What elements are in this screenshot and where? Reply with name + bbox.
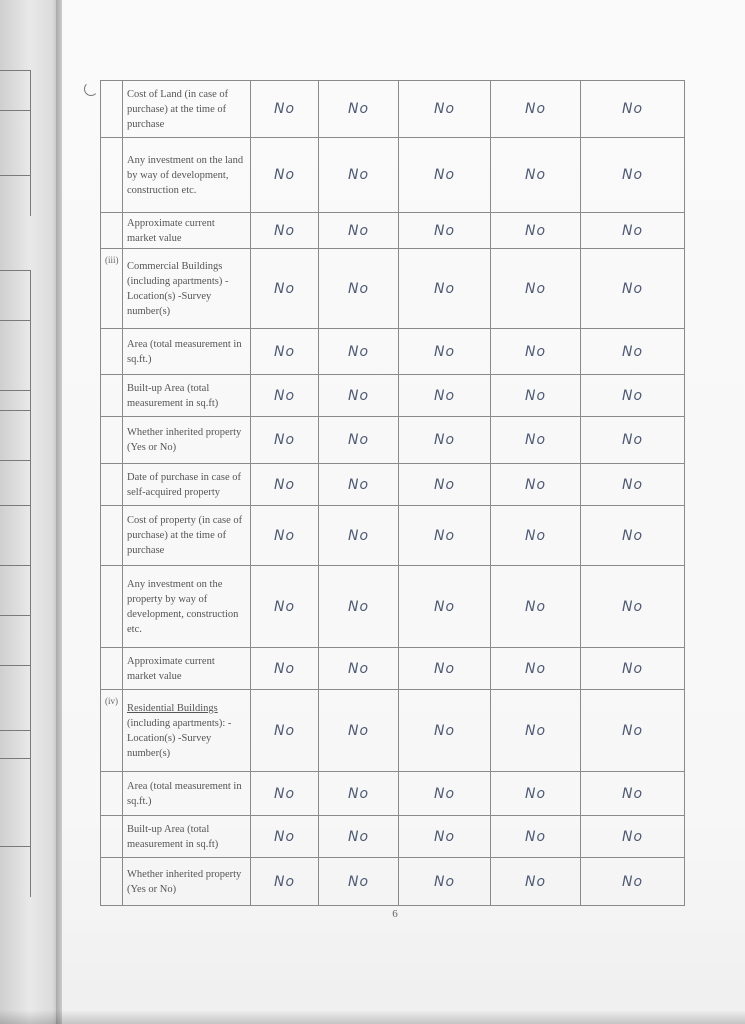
handwritten-answer: No: [319, 648, 399, 690]
row-label: [123, 464, 251, 506]
handwritten-answer: No: [399, 506, 491, 566]
strip-cell: [0, 565, 31, 616]
handwritten-answer: No: [399, 648, 491, 690]
section-number: [101, 417, 123, 464]
handwritten-answer: No: [491, 858, 581, 906]
scan-bottom-shadow: [0, 1010, 745, 1024]
handwritten-answer: No: [581, 858, 685, 906]
handwritten-answer: No: [581, 213, 685, 249]
handwritten-answer: No: [399, 566, 491, 648]
handwritten-answer: No: [581, 329, 685, 375]
row-label: [123, 816, 251, 858]
row-label-text: (including apartments): -Location(s) -Survey number(s): [127, 717, 232, 759]
row-label-text: Any investment on the land by way of development, construction etc.: [127, 154, 244, 196]
row-label: [123, 329, 251, 375]
handwritten-answer: No: [581, 417, 685, 464]
handwritten-answer: No: [319, 81, 399, 138]
row-label-text: Area (total measurement in sq.ft.): [127, 338, 242, 365]
table-row: [101, 690, 685, 772]
handwritten-answer: No: [319, 506, 399, 566]
section-number: [101, 816, 123, 858]
section-number: [101, 772, 123, 816]
handwritten-answer: No: [491, 816, 581, 858]
row-label: [123, 506, 251, 566]
handwritten-answer: No: [491, 566, 581, 648]
handwritten-answer: No: [399, 417, 491, 464]
section-number: [101, 375, 123, 417]
handwritten-answer: No: [251, 375, 319, 417]
asset-declaration-table: [100, 80, 685, 906]
handwritten-answer: No: [491, 375, 581, 417]
handwritten-answer: No: [491, 417, 581, 464]
strip-cell: [0, 110, 31, 176]
row-label-text: Cost of Land (in case of purchase) at the time of purchase: [127, 88, 229, 130]
handwritten-answer: No: [251, 566, 319, 648]
previous-page-strip: [0, 70, 30, 900]
handwritten-answer: No: [319, 816, 399, 858]
strip-cell: [0, 846, 31, 897]
section-number: [101, 858, 123, 906]
handwritten-answer: No: [319, 690, 399, 772]
handwritten-answer: No: [251, 417, 319, 464]
handwritten-answer: No: [251, 249, 319, 329]
row-label-text: Commercial Buildings (including apartments) -Location(s) -Survey number(s): [127, 260, 229, 317]
table-row: [101, 464, 685, 506]
handwritten-answer: No: [581, 138, 685, 213]
row-label-text: Built-up Area (total measurement in sq.ft): [127, 823, 219, 850]
strip-cell: [0, 320, 31, 391]
section-number: (iii): [101, 249, 123, 329]
handwritten-answer: No: [319, 417, 399, 464]
handwritten-answer: No: [399, 464, 491, 506]
strip-cell: [0, 730, 31, 759]
section-heading: Residential Buildings: [127, 702, 218, 714]
handwritten-answer: No: [251, 690, 319, 772]
strip-cell: [0, 390, 31, 411]
row-label-text: Approximate current market value: [127, 655, 215, 682]
row-label: [123, 772, 251, 816]
table-row: [101, 249, 685, 329]
handwritten-answer: No: [581, 772, 685, 816]
handwritten-answer: No: [399, 138, 491, 213]
row-label-text: Area (total measurement in sq.ft.): [127, 780, 242, 807]
section-number: [101, 648, 123, 690]
handwritten-answer: No: [581, 690, 685, 772]
row-label: [123, 858, 251, 906]
handwritten-answer: No: [399, 375, 491, 417]
strip-cell: [0, 270, 31, 321]
handwritten-answer: No: [399, 81, 491, 138]
row-label: [123, 648, 251, 690]
strip-cell: [0, 175, 31, 216]
table-row: [101, 816, 685, 858]
strip-cell: [0, 70, 31, 111]
handwritten-answer: No: [399, 690, 491, 772]
handwritten-answer: No: [319, 772, 399, 816]
row-label-text: Cost of property (in case of purchase) at the time of purchase: [127, 515, 243, 556]
strip-cell: [0, 410, 31, 461]
handwritten-answer: No: [399, 213, 491, 249]
handwritten-answer: No: [399, 858, 491, 906]
strip-cell: [0, 758, 31, 847]
section-number: [101, 138, 123, 213]
section-number: [101, 329, 123, 375]
row-label-text: Any investment on the property by way of development, construction etc.: [127, 578, 239, 635]
handwritten-answer: No: [581, 816, 685, 858]
handwritten-answer: No: [491, 506, 581, 566]
handwritten-answer: No: [399, 772, 491, 816]
strip-cell: [0, 615, 31, 666]
row-label: [123, 138, 251, 213]
handwritten-answer: No: [251, 858, 319, 906]
handwritten-answer: No: [491, 138, 581, 213]
handwritten-answer: No: [319, 566, 399, 648]
strip-cell: [0, 665, 31, 731]
handwritten-answer: No: [491, 648, 581, 690]
handwritten-answer: No: [581, 648, 685, 690]
row-label: [123, 566, 251, 648]
handwritten-answer: No: [491, 81, 581, 138]
handwritten-answer: No: [251, 81, 319, 138]
table-row: [101, 375, 685, 417]
handwritten-answer: No: [491, 690, 581, 772]
handwritten-answer: No: [319, 375, 399, 417]
table-row: [101, 213, 685, 249]
punch-hole-mark: [84, 82, 98, 96]
handwritten-answer: No: [319, 213, 399, 249]
section-number: [101, 566, 123, 648]
handwritten-answer: No: [251, 464, 319, 506]
handwritten-answer: No: [491, 772, 581, 816]
handwritten-answer: No: [581, 566, 685, 648]
row-label: [123, 249, 251, 329]
handwritten-answer: No: [399, 249, 491, 329]
handwritten-answer: No: [251, 506, 319, 566]
section-number: (iv): [101, 690, 123, 772]
row-label: [123, 81, 251, 138]
table-row: [101, 417, 685, 464]
row-label: [123, 690, 251, 772]
handwritten-answer: No: [581, 375, 685, 417]
handwritten-answer: No: [581, 506, 685, 566]
handwritten-answer: No: [399, 329, 491, 375]
row-label-text: Whether inherited property (Yes or No): [127, 868, 242, 895]
handwritten-answer: No: [251, 772, 319, 816]
handwritten-answer: No: [581, 464, 685, 506]
handwritten-answer: No: [319, 329, 399, 375]
section-number: [101, 506, 123, 566]
row-label-text: Built-up Area (total measurement in sq.ft): [127, 382, 219, 409]
table-row: [101, 858, 685, 906]
section-number: [101, 464, 123, 506]
handwritten-answer: No: [251, 648, 319, 690]
handwritten-answer: No: [251, 329, 319, 375]
handwritten-answer: No: [399, 816, 491, 858]
row-label: [123, 417, 251, 464]
row-label: [123, 213, 251, 249]
handwritten-answer: No: [251, 816, 319, 858]
row-label-text: Approximate current market value: [127, 217, 215, 244]
section-number: [101, 213, 123, 249]
table-row: [101, 648, 685, 690]
row-label-text: Date of purchase in case of self-acquired property: [127, 471, 241, 498]
handwritten-answer: No: [319, 858, 399, 906]
handwritten-answer: No: [491, 249, 581, 329]
table-row: [101, 138, 685, 213]
page-number: 6: [392, 908, 398, 920]
strip-cell: [0, 460, 31, 506]
handwritten-answer: No: [491, 213, 581, 249]
table-row: [101, 566, 685, 648]
table-row: [101, 772, 685, 816]
handwritten-answer: No: [581, 81, 685, 138]
strip-cell: [0, 505, 31, 566]
table-row: [101, 81, 685, 138]
row-label: [123, 375, 251, 417]
handwritten-answer: No: [581, 249, 685, 329]
handwritten-answer: No: [319, 464, 399, 506]
handwritten-answer: No: [251, 213, 319, 249]
table-body: [101, 81, 685, 906]
row-label-text: Whether inherited property (Yes or No): [127, 427, 242, 453]
handwritten-answer: No: [251, 138, 319, 213]
handwritten-answer: No: [319, 138, 399, 213]
table-row: [101, 506, 685, 566]
handwritten-answer: No: [491, 464, 581, 506]
handwritten-answer: No: [319, 249, 399, 329]
handwritten-answer: No: [491, 329, 581, 375]
section-number: [101, 81, 123, 138]
table-row: [101, 329, 685, 375]
